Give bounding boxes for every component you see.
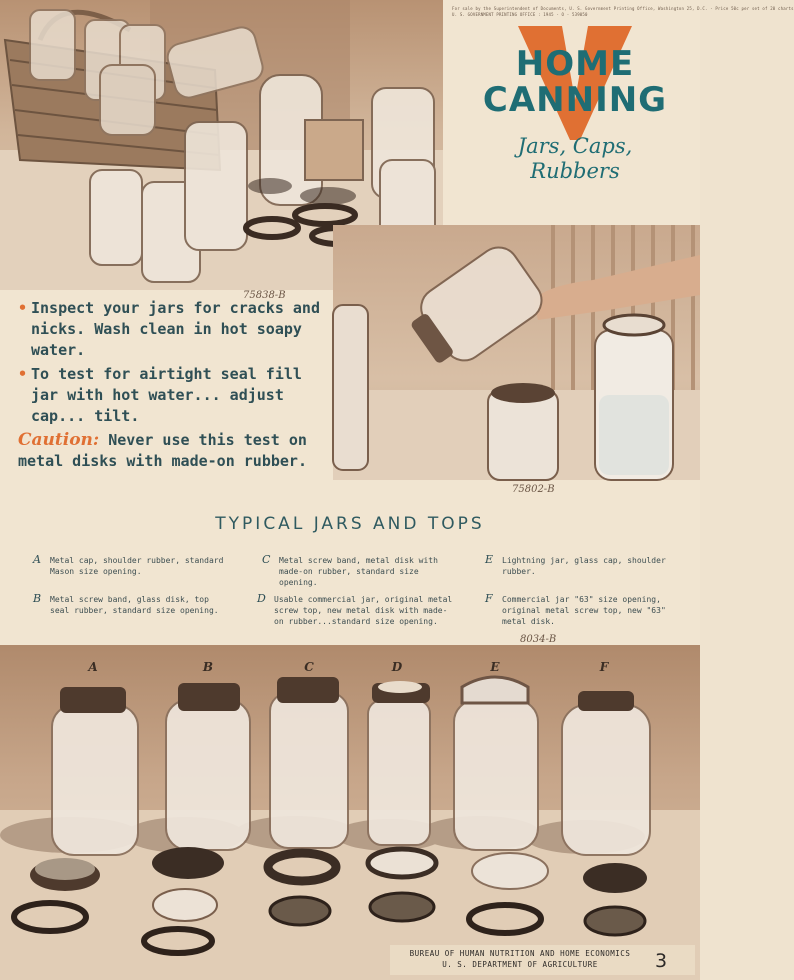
jar-type-b	[33, 594, 233, 616]
instruction-inspect	[18, 298, 338, 361]
six-jars-illustration	[0, 645, 700, 980]
bullet-dot-icon: •	[18, 299, 28, 317]
photo-label-d: D	[391, 660, 403, 674]
jar-type-c	[262, 555, 462, 588]
jar-type-description: Metal screw band, glass disk, top seal rubber, standard size opening.	[50, 595, 219, 615]
subtitle-line-1: Jars, Caps,	[517, 134, 633, 158]
fine-print	[452, 6, 794, 18]
jar-type-f	[485, 594, 685, 627]
instruction-test-seal	[18, 364, 338, 427]
photo-label-c: C	[304, 660, 314, 674]
typical-jars-photo	[0, 645, 700, 980]
jar-type-letter: A	[33, 553, 41, 566]
jar-type-a	[33, 555, 233, 577]
footer-line-1: BUREAU OF HUMAN NUTRITION AND HOME ECONOMICS	[409, 949, 631, 958]
title-home: HOME	[515, 44, 635, 84]
jar-type-letter: F	[485, 592, 493, 605]
catalog-number-top: 75838-B	[243, 290, 286, 301]
jar-type-description: Metal cap, shoulder rubber, standard Mason size opening.	[50, 556, 224, 576]
jar-type-letter: D	[257, 592, 266, 605]
jar-type-letter: C	[262, 553, 271, 566]
jar-test-illustration	[333, 225, 700, 480]
catalog-number-middle: 75802-B	[512, 484, 555, 495]
photo-label-b: B	[202, 660, 214, 674]
title-canning: CANNING	[482, 80, 668, 120]
instruction-inspect-text: Inspect your jars for cracks and nicks. Wash clean in hot soapy water.	[31, 299, 320, 359]
title-block	[470, 22, 690, 202]
photo-label-e: E	[490, 660, 500, 674]
page-number: 3	[655, 950, 668, 972]
jar-type-d	[257, 594, 457, 627]
jar-type-description: Usable commercial jar, original metal screw top, new metal disk with made-on rubber...standard size opening.	[274, 595, 453, 626]
jar-type-description: Lightning jar, glass cap, shoulder rubber.	[502, 556, 666, 576]
caution-label: Caution:	[18, 430, 100, 450]
jar-type-letter: B	[33, 592, 42, 605]
footer-credit	[390, 948, 650, 970]
caution-text: Never use this test on metal disks with made-on rubber.	[18, 431, 307, 470]
footer-line-2: U. S. DEPARTMENT OF AGRICULTURE	[442, 960, 598, 969]
testing-jar-photo	[333, 225, 700, 480]
jar-type-e	[485, 555, 685, 577]
instructions	[18, 298, 338, 472]
catalog-number-bottom: 8034-B	[520, 634, 557, 645]
subtitle-line-2: Rubbers	[530, 159, 620, 183]
section-heading: TYPICAL JARS AND TOPS	[215, 514, 485, 534]
caution-note	[18, 430, 338, 472]
photo-label-a: A	[88, 660, 98, 674]
jar-type-letter: E	[485, 553, 494, 566]
bullet-dot-icon: •	[18, 365, 28, 383]
jar-type-description: Metal screw band, metal disk with made-on rubber, standard size opening.	[279, 556, 438, 587]
instruction-test-seal-text: To test for airtight seal fill jar with hot water... adjust cap... tilt.	[31, 365, 302, 425]
fine-print-line-2: U. S. GOVERNMENT PRINTING OFFICE : 1945 - O - 539050	[452, 12, 588, 17]
jar-type-description: Commercial jar "63" size opening, original metal screw top, new "63" metal disk.	[502, 595, 666, 626]
fine-print-line-1: For sale by the Superintendent of Documents, U. S. Government Printing Office, Washington 25, D.C. - Price 50c per set of 20 charts	[452, 6, 794, 11]
photo-label-f: F	[599, 660, 609, 674]
